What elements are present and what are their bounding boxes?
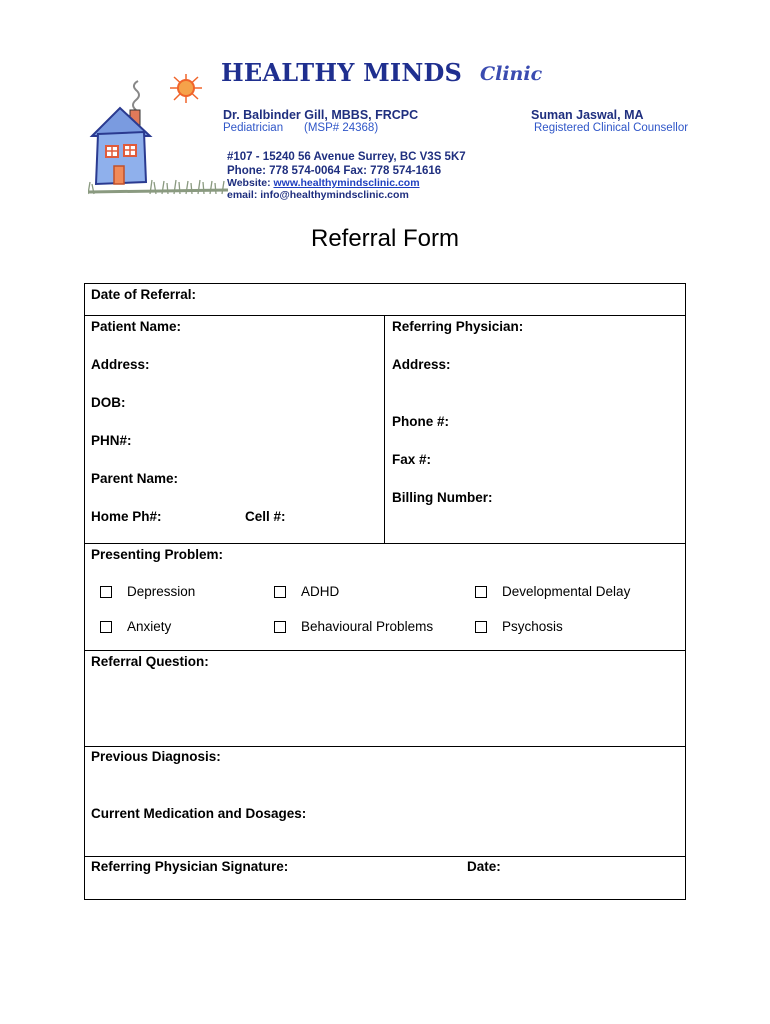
patient-name-field[interactable]: Patient Name: xyxy=(91,319,182,334)
form-title: Referral Form xyxy=(310,225,460,252)
physician-address-field[interactable]: Address: xyxy=(392,357,451,372)
previous-diagnosis-field[interactable]: Previous Diagnosis: xyxy=(91,749,221,764)
clinic-address: #107 - 15240 56 Avenue Surrey, BC V3S 5K7 xyxy=(227,151,466,163)
date-of-referral-field[interactable]: Date of Referral: xyxy=(91,287,197,302)
option-psychosis[interactable] xyxy=(475,619,563,634)
row-divider xyxy=(85,650,685,651)
current-medication-field[interactable]: Current Medication and Dosages: xyxy=(91,806,307,821)
doctor1-name: Dr. Balbinder Gill, MBBS, FRCPC xyxy=(223,108,419,122)
clinic-website xyxy=(227,177,420,189)
referring-physician-field[interactable]: Referring Physician: xyxy=(392,319,524,334)
doctor2-name: Suman Jaswal, MA xyxy=(531,108,644,122)
phn-field[interactable]: PHN#: xyxy=(91,433,132,448)
signature-field[interactable]: Referring Physician Signature: xyxy=(91,859,289,874)
option-anxiety[interactable] xyxy=(100,619,171,634)
row-divider xyxy=(85,543,685,544)
clinic-email: email: info@healthymindsclinic.com xyxy=(227,189,409,201)
website-label: Website: xyxy=(227,177,274,189)
option-behavioural-problems[interactable] xyxy=(274,619,433,634)
dob-field[interactable]: DOB: xyxy=(91,395,126,410)
option-label: Developmental Delay xyxy=(502,584,631,599)
billing-number-field[interactable]: Billing Number: xyxy=(392,490,493,505)
option-depression[interactable] xyxy=(100,584,195,599)
doctor1-msp: (MSP# 24368) xyxy=(304,122,379,134)
signature-date-field[interactable]: Date: xyxy=(467,859,501,874)
checkbox-icon[interactable] xyxy=(100,621,112,633)
physician-fax-field[interactable]: Fax #: xyxy=(392,452,432,467)
checkbox-icon[interactable] xyxy=(100,586,112,598)
option-label: Depression xyxy=(127,584,196,599)
clinic-name-suffix: Clinic xyxy=(480,63,543,85)
home-phone-field[interactable]: Home Ph#: xyxy=(91,509,162,524)
checkbox-icon[interactable] xyxy=(274,621,286,633)
checkbox-icon[interactable] xyxy=(274,586,286,598)
presenting-problem-label: Presenting Problem: xyxy=(91,547,224,562)
physician-phone-field[interactable]: Phone #: xyxy=(392,414,450,429)
referral-question-field[interactable]: Referral Question: xyxy=(91,654,209,669)
clinic-logo-house-icon xyxy=(88,70,228,196)
row-divider xyxy=(85,746,685,747)
clinic-name: HEALTHY MINDS xyxy=(221,58,463,87)
doctor2-title: Registered Clinical Counsellor xyxy=(534,122,689,134)
option-label: Psychosis xyxy=(502,619,563,634)
row-divider xyxy=(85,856,685,857)
doctor1-title: Pediatrician xyxy=(223,122,284,134)
patient-address-field[interactable]: Address: xyxy=(91,357,150,372)
option-label: Anxiety xyxy=(127,619,172,634)
option-adhd[interactable] xyxy=(274,584,339,599)
option-label: Behavioural Problems xyxy=(301,619,434,634)
referral-form-table xyxy=(84,283,686,900)
option-developmental-delay[interactable] xyxy=(475,584,630,599)
row-divider xyxy=(85,315,685,316)
checkbox-icon[interactable] xyxy=(475,586,487,598)
parent-name-field[interactable]: Parent Name: xyxy=(91,471,179,486)
cell-field[interactable]: Cell #: xyxy=(245,509,286,524)
clinic-phone-fax: Phone: 778 574-0064 Fax: 778 574-1616 xyxy=(227,165,442,177)
column-divider xyxy=(384,315,385,543)
checkbox-icon[interactable] xyxy=(475,621,487,633)
website-link[interactable]: www.healthymindsclinic.com xyxy=(273,177,420,189)
option-label: ADHD xyxy=(301,584,340,599)
